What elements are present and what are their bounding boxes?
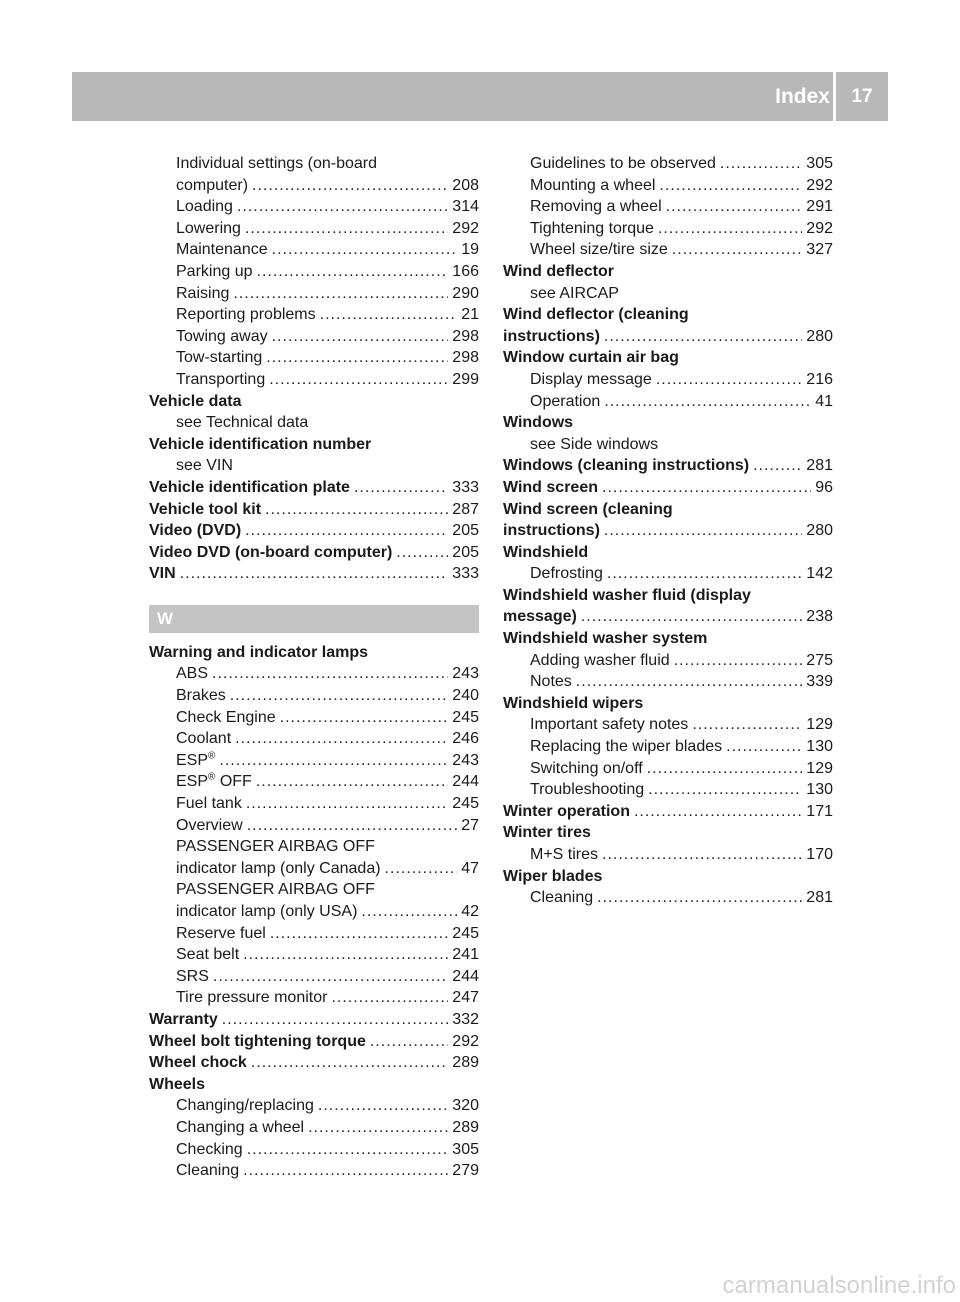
index-subentry[interactable]: [149, 987, 479, 1009]
entry-text: Vehicle tool kit: [149, 500, 262, 518]
page-reference[interactable]: 170: [806, 846, 833, 863]
index-entry: [503, 304, 833, 326]
dot-leader: [235, 728, 448, 750]
index-subentry[interactable]: [149, 196, 479, 218]
entry-text: Troubleshooting: [530, 781, 645, 799]
dot-leader: [720, 153, 802, 175]
index-subentry[interactable]: [149, 218, 479, 240]
index-subentry[interactable]: [503, 175, 833, 197]
index-subentry: [149, 412, 479, 434]
index-subentry[interactable]: [149, 793, 479, 815]
entry-text: see Technical data: [176, 414, 309, 432]
entry-text: message): [503, 608, 577, 626]
index-entry: [503, 499, 833, 521]
entry-text: Wheel size/tire size: [530, 241, 668, 259]
entry-text: Display message: [530, 370, 652, 388]
index-entry[interactable]: [503, 477, 833, 499]
page-reference[interactable]: 287: [452, 500, 479, 518]
entry-text: PASSENGER AIRBAG OFF: [176, 838, 375, 856]
entry-text: Windshield wipers: [503, 694, 644, 712]
dot-leader: [266, 347, 448, 369]
page-reference[interactable]: 280: [806, 522, 833, 540]
index-subentry[interactable]: [149, 728, 479, 750]
entry-text: Wheels: [149, 1075, 206, 1093]
entry-text: Removing a wheel: [530, 198, 662, 216]
page-reference[interactable]: 305: [452, 1140, 479, 1158]
dot-leader: [602, 844, 802, 866]
page-reference[interactable]: 333: [452, 565, 479, 583]
entry-text: Fuel tank: [176, 795, 242, 813]
index-subentry[interactable]: [503, 779, 833, 801]
index-entry[interactable]: [149, 1031, 479, 1053]
entry-text: Windshield: [503, 543, 589, 561]
index-subentry: [149, 455, 479, 477]
page-reference[interactable]: 292: [452, 219, 479, 237]
watermark: carmanualsonline.info: [722, 1272, 956, 1299]
dot-leader: [318, 1095, 448, 1117]
index-subentry[interactable]: [149, 966, 479, 988]
entry-text: Check Engine: [176, 708, 276, 726]
entry-text: instructions): [503, 522, 600, 540]
index-subentry[interactable]: [149, 304, 479, 326]
index-subentry[interactable]: [149, 326, 479, 348]
index-subentry: [503, 434, 833, 456]
index-subentry[interactable]: [503, 844, 833, 866]
index-subentry[interactable]: [503, 218, 833, 240]
dot-leader: [659, 175, 802, 197]
entry-text: Vehicle identification plate: [149, 478, 350, 496]
dot-leader: [246, 793, 448, 815]
index-subentry[interactable]: [503, 671, 833, 693]
index-entry[interactable]: [149, 1009, 479, 1031]
entry-text: Checking: [176, 1140, 243, 1158]
index-subentry[interactable]: [503, 239, 833, 261]
index-subentry[interactable]: [149, 369, 479, 391]
entry-text: Changing/replacing: [176, 1097, 314, 1115]
entry-text: Wind deflector (cleaning: [503, 306, 689, 324]
page-reference[interactable]: 240: [452, 687, 479, 705]
index-subentry[interactable]: [503, 758, 833, 780]
entry-text: Reporting problems: [176, 306, 316, 324]
dot-leader: [247, 1139, 449, 1161]
page-reference[interactable]: 275: [806, 651, 833, 669]
index-entry[interactable]: [149, 477, 479, 499]
index-subentry: [149, 879, 479, 901]
index-entry: [503, 261, 833, 283]
index-entry: [503, 542, 833, 564]
index-subentry: [149, 153, 479, 175]
dot-leader: [602, 477, 811, 499]
index-subentry[interactable]: [149, 261, 479, 283]
index-entry[interactable]: [503, 520, 833, 542]
page-reference[interactable]: 332: [452, 1010, 479, 1028]
index-entry[interactable]: [149, 499, 479, 521]
dot-leader: [245, 520, 448, 542]
index-subentry[interactable]: [149, 283, 479, 305]
dot-leader: [361, 901, 457, 923]
index-subentry[interactable]: [503, 369, 833, 391]
entry-text: instructions): [503, 327, 600, 345]
entry-text: Raising: [176, 284, 230, 302]
dot-leader: [256, 771, 448, 793]
index-subentry[interactable]: [149, 771, 479, 793]
dot-leader: [272, 239, 458, 261]
entry-text: Notes: [530, 673, 572, 691]
index-subentry[interactable]: [503, 887, 833, 909]
page-reference[interactable]: 216: [806, 370, 833, 388]
entry-text: M+S tires: [530, 846, 599, 863]
entry-text: Seat belt: [176, 946, 240, 964]
index-entry[interactable]: [149, 563, 479, 585]
dot-leader: [648, 779, 802, 801]
index-entry[interactable]: [149, 1052, 479, 1074]
dot-leader: [604, 520, 802, 542]
dot-leader: [180, 563, 449, 585]
dot-leader: [597, 887, 802, 909]
page-reference[interactable]: 298: [452, 349, 479, 367]
index-entry[interactable]: [503, 801, 833, 823]
page-reference[interactable]: 281: [806, 457, 833, 475]
entry-text: Mounting a wheel: [530, 176, 656, 194]
index-letter-heading: W: [149, 605, 479, 633]
entry-text: Replacing the wiper blades: [530, 738, 723, 756]
entry-text: Tow-starting: [176, 349, 263, 367]
page-title: Index: [775, 84, 830, 108]
entry-text: Coolant: [176, 730, 232, 748]
page-reference[interactable]: 243: [452, 665, 479, 683]
index-subentry[interactable]: [149, 923, 479, 945]
index-entry[interactable]: [503, 326, 833, 348]
page-reference[interactable]: 244: [452, 967, 479, 985]
dot-leader: [243, 944, 448, 966]
entry-text: Maintenance: [176, 241, 268, 259]
dot-leader: [634, 801, 802, 823]
index-entry: [503, 693, 833, 715]
index-subentry[interactable]: [503, 153, 833, 175]
entry-text: Windows: [503, 414, 574, 432]
page-reference[interactable]: 171: [806, 802, 833, 820]
entry-text: Wheel chock: [149, 1054, 247, 1072]
entry-text: see Side windows: [530, 435, 659, 453]
entry-text: ESP®: [176, 750, 216, 769]
page-reference[interactable]: 327: [806, 241, 833, 259]
index-subentry[interactable]: [149, 347, 479, 369]
index-column-right: [503, 153, 833, 909]
dot-leader: [245, 218, 448, 240]
dot-leader: [370, 1031, 448, 1053]
entry-text: VIN: [149, 565, 176, 583]
index-column-left: [149, 153, 479, 1182]
dot-leader: [726, 736, 802, 758]
index-subentry[interactable]: [503, 391, 833, 413]
entry-text: Brakes: [176, 687, 226, 705]
entry-text: Switching on/off: [530, 759, 643, 777]
index-subentry[interactable]: [503, 650, 833, 672]
page-reference[interactable]: 299: [452, 370, 479, 388]
entry-text: ESP® OFF: [176, 772, 252, 791]
index-entry[interactable]: [503, 606, 833, 628]
dot-leader: [331, 987, 448, 1009]
index-entry[interactable]: [149, 520, 479, 542]
page-reference[interactable]: 292: [806, 219, 833, 237]
index-subentry[interactable]: [503, 563, 833, 585]
dot-leader: [212, 663, 448, 685]
dot-leader: [280, 707, 449, 729]
entry-text: Reserve fuel: [176, 924, 266, 942]
entry-text: Parking up: [176, 262, 253, 280]
entry-text: Defrosting: [530, 565, 603, 583]
index-subentry[interactable]: [149, 685, 479, 707]
index-entry: [149, 391, 479, 413]
dot-leader: [647, 758, 803, 780]
entry-text: indicator lamp (only USA): [176, 903, 358, 920]
dot-leader: [658, 218, 802, 240]
index-entry: [503, 412, 833, 434]
page-reference[interactable]: 21: [461, 306, 479, 324]
entry-text: Adding washer fluid: [530, 651, 670, 669]
entry-text: Loading: [176, 198, 233, 216]
page-reference[interactable]: 241: [452, 946, 479, 964]
entry-text: PASSENGER AIRBAG OFF: [176, 881, 375, 899]
page-number: 17: [851, 85, 873, 107]
index-subentry[interactable]: [149, 901, 479, 923]
index-subentry[interactable]: [149, 858, 479, 880]
entry-text: computer): [176, 176, 249, 194]
page-reference[interactable]: 142: [806, 565, 833, 583]
entry-text: Warning and indicator lamps: [149, 643, 368, 661]
entry-text: Wind deflector: [503, 262, 614, 280]
dot-leader: [576, 671, 803, 693]
entry-text: Tightening torque: [530, 219, 654, 237]
page-reference[interactable]: 298: [452, 327, 479, 345]
entry-text: Window curtain air bag: [503, 349, 679, 367]
index-subentry[interactable]: [149, 1139, 479, 1161]
dot-leader: [247, 815, 458, 837]
index-subentry[interactable]: [503, 196, 833, 218]
dot-leader: [604, 391, 811, 413]
dot-leader: [320, 304, 458, 326]
dot-leader: [219, 750, 448, 772]
page-reference[interactable]: 129: [806, 716, 833, 734]
page-reference[interactable]: 41: [815, 392, 833, 410]
entry-text: Windshield washer fluid (display: [503, 586, 751, 604]
entry-text: Lowering: [176, 219, 241, 237]
page-reference[interactable]: 129: [806, 759, 833, 777]
page-reference[interactable]: 245: [452, 924, 479, 942]
dot-leader: [213, 966, 448, 988]
index-entry[interactable]: [149, 542, 479, 564]
page-reference[interactable]: 291: [806, 198, 833, 216]
page-reference[interactable]: 333: [452, 478, 479, 496]
page-reference[interactable]: 246: [452, 730, 479, 748]
entry-text: Wind screen (cleaning: [503, 500, 673, 518]
page-reference[interactable]: 339: [806, 673, 833, 691]
entry-text: Cleaning: [530, 889, 594, 907]
entry-text: Towing away: [176, 327, 268, 345]
page-reference[interactable]: 245: [452, 708, 479, 726]
page-reference[interactable]: 280: [806, 327, 833, 345]
page-reference[interactable]: 243: [452, 751, 479, 769]
entry-text: indicator lamp (only Canada): [176, 859, 381, 877]
index-subentry: [149, 836, 479, 858]
entry-text: Windshield washer system: [503, 630, 708, 648]
dot-leader: [222, 1009, 449, 1031]
dot-leader: [607, 563, 802, 585]
dot-leader: [269, 369, 448, 391]
page-reference[interactable]: 205: [452, 522, 479, 540]
dot-leader: [604, 326, 802, 348]
entry-text: Changing a wheel: [176, 1118, 305, 1136]
index-subentry[interactable]: [149, 175, 479, 197]
index-subentry[interactable]: [503, 714, 833, 736]
entry-text: Winter tires: [503, 824, 591, 842]
page-reference[interactable]: 320: [452, 1097, 479, 1115]
page-reference[interactable]: 289: [452, 1054, 479, 1072]
page-reference[interactable]: 247: [452, 989, 479, 1007]
page-reference[interactable]: 244: [452, 773, 479, 791]
index-entry: [503, 347, 833, 369]
dot-leader: [233, 283, 448, 305]
entry-text: Vehicle data: [149, 392, 242, 410]
dot-leader: [385, 858, 458, 880]
index-subentry[interactable]: [149, 707, 479, 729]
page-reference[interactable]: 27: [461, 816, 479, 834]
page-reference[interactable]: 289: [452, 1118, 479, 1136]
dot-leader: [666, 196, 803, 218]
index-entry: [503, 585, 833, 607]
dot-leader: [257, 261, 449, 283]
dot-leader: [272, 326, 449, 348]
index-subentry[interactable]: [149, 239, 479, 261]
index-entry: [149, 1074, 479, 1096]
entry-text: Wind screen: [503, 478, 598, 496]
entry-text: Vehicle identification number: [149, 435, 372, 453]
dot-leader: [656, 369, 802, 391]
entry-text: Tire pressure monitor: [176, 989, 328, 1007]
page-reference[interactable]: 205: [452, 543, 479, 561]
entry-text: Cleaning: [176, 1162, 240, 1180]
page-reference[interactable]: 305: [806, 155, 833, 172]
dot-leader: [251, 1052, 448, 1074]
index-entry: [503, 822, 833, 844]
dot-leader: [237, 196, 448, 218]
page-reference[interactable]: 245: [452, 795, 479, 813]
dot-leader: [396, 542, 448, 564]
entry-text: see AIRCAP: [530, 284, 619, 302]
page-reference[interactable]: 279: [452, 1162, 479, 1180]
index-subentry[interactable]: [149, 663, 479, 685]
index-subentry[interactable]: [149, 1117, 479, 1139]
entry-text: Individual settings (on-board: [176, 155, 378, 172]
index-subentry[interactable]: [149, 1095, 479, 1117]
dot-leader: [243, 1160, 448, 1182]
page-reference[interactable]: 292: [452, 1032, 479, 1050]
entry-text: Important safety notes: [530, 716, 689, 734]
page-reference[interactable]: 42: [461, 903, 479, 920]
page-reference[interactable]: 130: [806, 781, 833, 799]
entry-text: SRS: [176, 967, 209, 985]
page-reference[interactable]: 208: [452, 176, 479, 194]
index-entry: [149, 434, 479, 456]
index-entry: [149, 642, 479, 664]
entry-text: Operation: [530, 392, 601, 410]
dot-leader: [753, 455, 802, 477]
index-entry: [503, 866, 833, 888]
dot-leader: [672, 239, 802, 261]
dot-leader: [354, 477, 448, 499]
index-subentry: [503, 283, 833, 305]
page-reference[interactable]: 47: [461, 859, 479, 877]
entry-text: Video (DVD): [149, 522, 242, 540]
page-reference[interactable]: 166: [452, 262, 479, 280]
page-reference[interactable]: 130: [806, 738, 833, 756]
entry-text: Overview: [176, 816, 243, 834]
dot-leader: [308, 1117, 448, 1139]
dot-leader: [265, 499, 448, 521]
dot-leader: [270, 923, 448, 945]
page-reference[interactable]: 238: [806, 608, 833, 626]
entry-text: ABS: [176, 665, 209, 683]
index-entry: [503, 628, 833, 650]
entry-text: see VIN: [176, 457, 233, 475]
entry-text: Wiper blades: [503, 867, 603, 885]
page-reference[interactable]: 281: [806, 889, 833, 907]
entry-text: Warranty: [149, 1010, 218, 1028]
page-reference[interactable]: 314: [452, 198, 479, 216]
entry-text: Video DVD (on-board computer): [149, 543, 393, 561]
index-subentry[interactable]: [149, 1160, 479, 1182]
page-reference[interactable]: 19: [461, 241, 479, 259]
entry-text: Transporting: [176, 370, 266, 388]
dot-leader: [252, 175, 448, 197]
dot-leader: [230, 685, 449, 707]
entry-text: Wheel bolt tightening torque: [149, 1032, 366, 1050]
page-reference[interactable]: 96: [815, 478, 833, 496]
dot-leader: [674, 650, 803, 672]
index-subentry[interactable]: [149, 815, 479, 837]
index-subentry[interactable]: [149, 750, 479, 772]
page-reference[interactable]: 290: [452, 284, 479, 302]
page-reference[interactable]: 292: [806, 176, 833, 194]
index-subentry[interactable]: [149, 944, 479, 966]
index-entry[interactable]: [503, 455, 833, 477]
entry-text: Winter operation: [503, 802, 630, 820]
dot-leader: [581, 606, 802, 628]
entry-text: Windows (cleaning instructions): [503, 457, 750, 475]
dot-leader: [692, 714, 802, 736]
index-subentry[interactable]: [503, 736, 833, 758]
entry-text: Guidelines to be observed: [530, 155, 716, 172]
